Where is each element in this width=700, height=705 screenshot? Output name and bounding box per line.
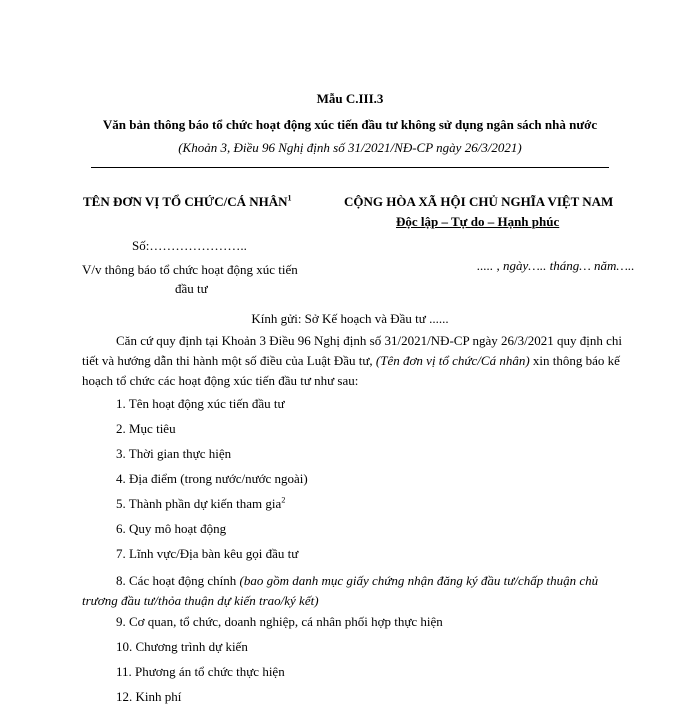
list-item: 4. Địa điểm (trong nước/nước ngoài)	[116, 471, 308, 486]
list-item: 6. Quy mô hoạt động	[116, 521, 227, 536]
list-item: 1. Tên hoạt động xúc tiến đầu tư	[116, 396, 285, 411]
intro-text-italic: (Tên đơn vị tổ chức/Cá nhân)	[375, 353, 530, 368]
list-item-note: (bao gồm danh mục giấy chứng nhận đăng ký đầu tư/chấp thuận chủ trương đầu tư/thỏa thuận dự kiến trao/ký kết)	[82, 573, 599, 608]
subject-line-1: V/v thông báo tổ chức hoạt động xúc tiến	[82, 262, 298, 277]
document-number: Số:…………………..	[132, 238, 247, 253]
item-footnote-mark: 2	[281, 495, 286, 505]
list-item: 2. Mục tiêu	[116, 421, 176, 436]
org-name	[83, 194, 292, 210]
list-item: 9. Cơ quan, tổ chức, doanh nghiệp, cá nhân phối hợp thực hiện	[116, 614, 443, 629]
salutation: Kính gửi: Sở Kế hoạch và Đầu tư ......	[251, 311, 449, 326]
list-item: 7. Lĩnh vực/Địa bàn kêu gọi đầu tư	[116, 546, 299, 561]
list-item: 12. Kinh phí	[116, 689, 182, 704]
list-item-text: 5. Thành phần dự kiến tham gia	[116, 496, 282, 511]
subject-line-2: đầu tư	[175, 281, 208, 296]
national-title: CỘNG HÒA XÃ HỘI CHỦ NGHĨA VIỆT NAM	[344, 194, 614, 209]
document-title: Văn bản thông báo tổ chức hoạt động xúc tiến đầu tư không sử dụng ngân sách nhà nước	[102, 117, 598, 132]
list-item: 3. Thời gian thực hiện	[116, 446, 232, 461]
list-item: 10. Chương trình dự kiến	[116, 639, 248, 654]
intro-text-before: Căn cứ quy định tại Khoản 3 Điều 96 Nghị định số 31/2021/NĐ-CP ngày 26/3/2021 quy định chi tiết và hướng dẫn thi hành một số điều của Luật Đầu tư,	[82, 333, 622, 368]
org-name-text: TÊN ĐƠN VỊ TỔ CHỨC/CÁ NHÂN	[83, 194, 288, 209]
org-footnote-mark: 1	[287, 193, 292, 203]
list-item-text: 8. Các hoạt động chính	[116, 573, 240, 588]
intro-text-after: xin thông báo kế hoạch tổ chức các hoạt động xúc tiến đầu tư như sau:	[82, 353, 620, 388]
header-divider	[91, 167, 609, 168]
list-item	[116, 496, 285, 512]
list-item: 11. Phương án tổ chức thực hiện	[116, 664, 285, 679]
legal-basis: (Khoản 3, Điều 96 Nghị định số 31/2021/NĐ-CP ngày 26/3/2021)	[178, 140, 522, 155]
place-date: ..... , ngày….. tháng… năm…..	[477, 258, 635, 273]
form-code: Mẫu C.III.3	[316, 91, 384, 106]
national-motto: Độc lập – Tự do – Hạnh phúc	[396, 214, 560, 229]
list-item	[82, 571, 622, 611]
intro-paragraph	[82, 331, 622, 391]
